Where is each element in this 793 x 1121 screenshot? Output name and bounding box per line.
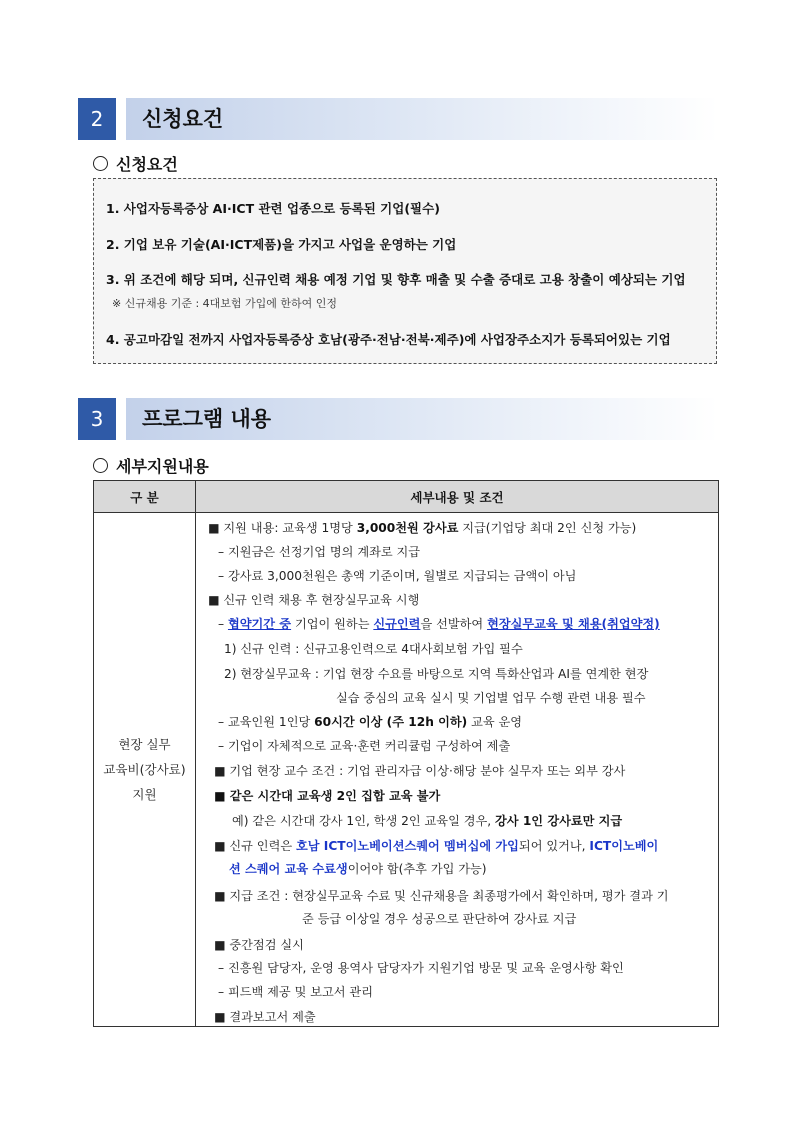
content-line: ■ 중간점검 실시	[214, 938, 304, 952]
content-line: ■ 기업 현장 교수 조건 : 기업 관리자급 이상·해당 분야 실무자 또는 외부 강사	[214, 764, 626, 778]
subheading-text: 세부지원내용	[116, 457, 209, 476]
content-line: 션 스퀘어 교육 수료생이어야 함(추후 가입 가능)	[229, 862, 487, 876]
section-3-header	[78, 398, 718, 440]
header-content: 세부내용 및 조건	[196, 481, 719, 513]
category-line: 지원	[132, 787, 157, 802]
content-line: ■ 신규 인력은 호남 ICT이노베이션스퀘어 멤버십에 가입되어 있거나, ICT이노베이	[214, 839, 659, 853]
content-line: – 협약기간 중 기업이 원하는 신규인력을 선발하여 현장실무교육 및 채용(취업약정)	[218, 617, 660, 631]
table-header-row	[94, 481, 719, 513]
section-number: 3	[78, 398, 116, 440]
support-details-table	[93, 480, 719, 1027]
content-line: – 교육인원 1인당 60시간 이상 (주 12h 이하) 교육 운영	[218, 715, 523, 729]
category-line: 현장 실무	[118, 737, 171, 752]
requirement-note: ※ 신규채용 기준 : 4대보험 가입에 한하여 인정	[112, 297, 338, 310]
content-line: ■ 지급 조건 : 현장실무교육 수료 및 신규채용을 최종평가에서 확인하며, 평가 결과 기	[214, 889, 669, 903]
content-line: 예) 같은 시간대 강사 1인, 학생 2인 교육일 경우, 강사 1인 강사료만 지급	[232, 814, 623, 828]
section-number: 2	[78, 98, 116, 140]
content-line: 1) 신규 인력 : 신규고용인력으로 4대사회보험 가입 필수	[224, 642, 523, 656]
section-2-header	[78, 98, 718, 140]
content-line: ■ 같은 시간대 교육생 2인 집합 교육 불가	[214, 789, 441, 803]
subheading-text: 신청요건	[116, 155, 178, 174]
content-cell	[196, 513, 719, 1027]
table-row	[94, 513, 719, 1027]
content-line: – 지원금은 선정기업 명의 계좌로 지급	[218, 545, 421, 559]
content-line: ■ 결과보고서 제출	[214, 1010, 316, 1024]
category-cell	[94, 513, 196, 1027]
content-line: – 강사료 3,000천원은 총액 기준이며, 월별로 지급되는 금액이 아님	[218, 569, 577, 583]
content-line: – 진흥원 담당자, 운영 용역사 담당자가 지원기업 방문 및 교육 운영사항 확인	[218, 961, 624, 975]
content-line: 준 등급 이상일 경우 성공으로 판단하여 강사료 지급	[302, 912, 577, 926]
circle-bullet-icon	[93, 458, 108, 473]
requirement-1: 1. 사업자등록증상 AI·ICT 관련 업종으로 등록된 기업(필수)	[106, 201, 440, 216]
circle-bullet-icon	[93, 156, 108, 171]
requirements-box	[93, 178, 717, 364]
requirement-4: 4. 공고마감일 전까지 사업자등록증상 호남(광주·전남·전북·제주)에 사업장주소지가 등록되어있는 기업	[106, 332, 671, 347]
header-category: 구 분	[94, 481, 196, 513]
category-line: 교육비(강사료)	[103, 762, 186, 777]
content-line: 2) 현장실무교육 : 기업 현장 수요를 바탕으로 지역 특화산업과 AI를 연계한 현장	[224, 667, 649, 681]
content-line: – 기업이 자체적으로 교육·훈련 커리큘럼 구성하여 제출	[218, 739, 511, 753]
content-line: ■ 신규 인력 채용 후 현장실무교육 시행	[208, 593, 420, 607]
section-title: 신청요건	[142, 107, 224, 131]
content-line: – 피드백 제공 및 보고서 관리	[218, 985, 373, 999]
subheading-requirements	[93, 152, 178, 175]
requirement-3: 3. 위 조건에 해당 되며, 신규인력 채용 예정 기업 및 향후 매출 및 수출 증대로 고용 창출이 예상되는 기업	[106, 272, 686, 287]
subheading-details	[93, 454, 209, 477]
section-title: 프로그램 내용	[142, 407, 272, 431]
content-line: ■ 지원 내용: 교육생 1명당 3,000천원 강사료 지급(기업당 최대 2인 신청 가능)	[208, 521, 637, 535]
requirement-2: 2. 기업 보유 기술(AI·ICT제품)을 가지고 사업을 운영하는 기업	[106, 237, 457, 252]
content-line: 실습 중심의 교육 실시 및 기업별 업무 수행 관련 내용 필수	[336, 691, 646, 705]
